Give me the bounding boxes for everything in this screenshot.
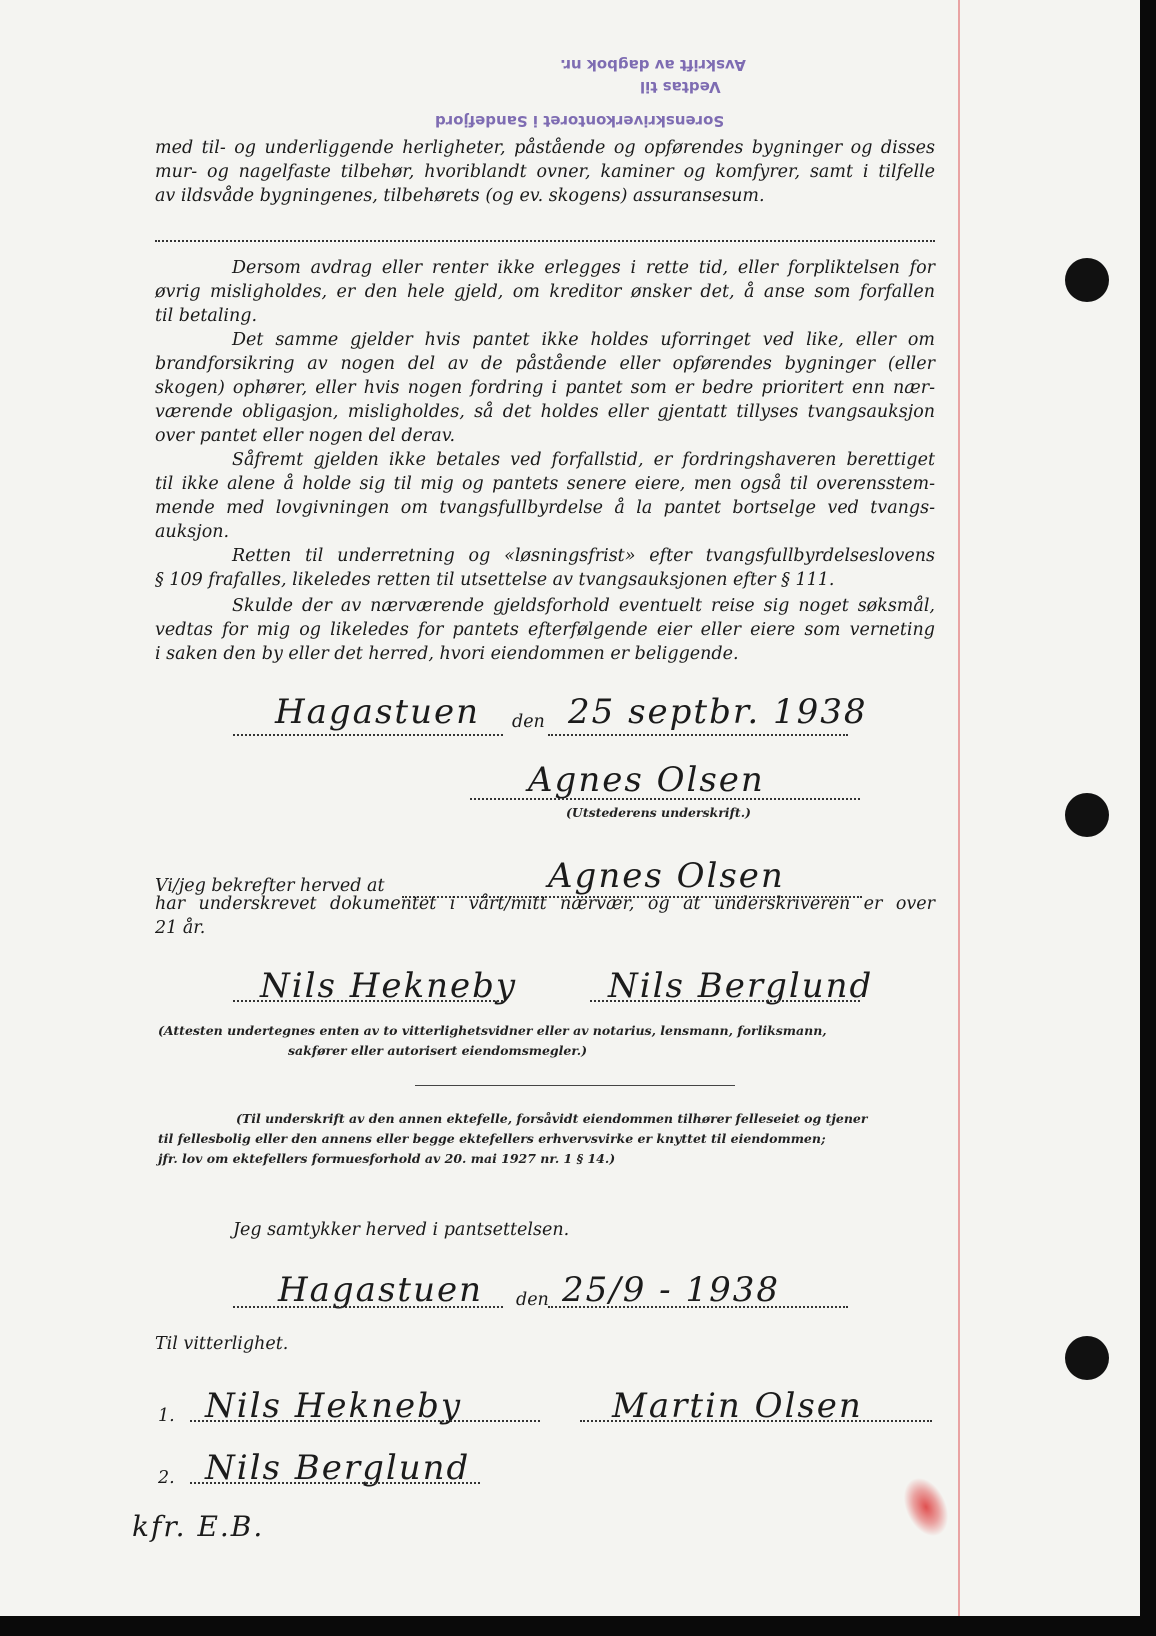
- signature-line: [470, 798, 860, 800]
- signature-caption: (Utstederens underskrift.): [566, 805, 751, 820]
- issuer-signature: Agnes Olsen: [528, 760, 765, 800]
- stamp-line: Vedtas til: [640, 78, 721, 96]
- witness-signature: Nils Berglund: [608, 966, 874, 1006]
- text-line: øvrig misligholdes, er den hele gjeld, om kreditor ønsker det, å anse som forfallen: [155, 282, 935, 302]
- text-line: Såfremt gjelden ikke betales ved forfallstid, er fordringshaveren berettiget: [232, 450, 935, 470]
- text-line: har underskrevet dokumentet i vårt/mitt nærvær, og at underskriveren er over: [155, 894, 935, 914]
- stamp-line: Sorenskriverkontoret i Sandefjord: [435, 112, 725, 130]
- text-line: over pantet eller nogen del derav.: [155, 426, 456, 446]
- witness-line: [233, 1000, 503, 1002]
- punch-hole: [1065, 258, 1109, 302]
- witness-signature: Nils Berglund: [205, 1448, 471, 1488]
- handwritten-date: 25 septbr. 1938: [568, 692, 868, 732]
- dotted-separator: [155, 240, 935, 242]
- witness-number: 2.: [158, 1468, 175, 1488]
- text-line: 21 år.: [155, 918, 206, 938]
- text-line: mur- og nagelfaste tilbehør, hvoriblandt ovner, kaminer og komfyrer, samt i tilfelle: [155, 162, 935, 182]
- signature: Martin Olsen: [612, 1386, 863, 1426]
- text-line: Retten til underretning og «løsningsfrist» efter tvangsfullbyrdelseslovens: [232, 546, 935, 566]
- text-line: av ildsvåde bygningenes, tilbehørets (og ev. skogens) assuransesum.: [155, 186, 765, 206]
- witness-line: [190, 1420, 540, 1422]
- attest-note: sakfører eller autorisert eiendomsmegler.): [288, 1043, 588, 1058]
- consent-text: Jeg samtykker herved i pantsettelsen.: [233, 1220, 570, 1240]
- signature-line: [580, 1420, 932, 1422]
- text-line: til ikke alene å holde sig til mig og pantets senere eiere, men også til overensstem-: [155, 474, 935, 494]
- text-line: vedtas for mig og likeledes for pantets efterfølgende eier eller eiere som verneting: [155, 620, 935, 640]
- text-line: Dersom avdrag eller renter ikke erlegges i rette tid, eller forpliktelsen for: [232, 258, 935, 278]
- text-line: Skulde der av nærværende gjeldsforhold eventuelt reise sig noget søksmål,: [232, 596, 935, 616]
- text-line: Det samme gjelder hvis pantet ikke holdes uforringet ved like, eller om: [232, 330, 935, 350]
- text-line: værende obligasjon, misligholdes, så det holdes eller gjentatt tillyses tvangsauksjon: [155, 402, 935, 422]
- witness-line: [590, 1000, 860, 1002]
- margin-line: [958, 0, 960, 1616]
- text-line: med til- og underliggende herligheter, påstående og opførendes bygninger og disses: [155, 138, 935, 158]
- place-line: [233, 1306, 503, 1308]
- witness-signature: Nils Hekneby: [205, 1386, 463, 1426]
- punch-hole: [1065, 1336, 1109, 1380]
- text-line: § 109 frafalles, likeledes retten til utsettelse av tvangsauksjonen efter § 111.: [155, 570, 835, 590]
- red-ink-mark: [895, 1470, 957, 1543]
- horizontal-rule: [415, 1085, 735, 1086]
- handwritten-place: Hagastuen: [275, 692, 480, 732]
- den-label: den: [516, 1290, 549, 1310]
- spouse-note: til fellesbolig eller den annens eller begge ektefellers erhvervsvirke er knyttet til eiendommen;: [158, 1131, 826, 1146]
- date-line: [548, 734, 848, 736]
- stamp-line: Avskrift av dagbok nr.: [560, 56, 746, 74]
- attest-prefix: Vi/jeg bekrefter herved at: [155, 876, 385, 896]
- den-label: den: [512, 712, 545, 732]
- handwritten-date: 25/9 - 1938: [562, 1270, 780, 1310]
- witness-line: [190, 1482, 480, 1484]
- text-line: skogen) ophører, eller hvis nogen fordring i pantet som er bedre prioritert enn nær-: [155, 378, 935, 398]
- witness-signature: Nils Hekneby: [260, 966, 518, 1006]
- text-line: til betaling.: [155, 306, 258, 326]
- spouse-note: jfr. lov om ektefellers formuesforhold av 20. mai 1927 nr. 1 § 14.): [158, 1151, 616, 1166]
- text-line: auksjon.: [155, 522, 230, 542]
- handwritten-footnote: kfr. E.B.: [132, 1510, 265, 1543]
- spouse-note: (Til underskrift av den annen ektefelle, forsåvidt eiendommen tilhører felleseiet og tjener: [236, 1111, 868, 1126]
- handwritten-name: Agnes Olsen: [548, 856, 785, 896]
- witness-label: Til vitterlighet.: [155, 1334, 289, 1354]
- text-line: i saken den by eller det herred, hvori eiendommen er beliggende.: [155, 644, 739, 664]
- handwritten-place: Hagastuen: [278, 1270, 483, 1310]
- attest-note: (Attesten undertegnes enten av to vitterlighetsvidner eller av notarius, lensmann, forliksmann,: [158, 1023, 827, 1038]
- text-line: mende med lovgivningen om tvangsfullbyrdelse å la pantet bortselge ved tvangs-: [155, 498, 935, 518]
- date-line: [548, 1306, 848, 1308]
- text-line: brandforsikring av nogen del av de påstående eller opførendes bygninger (eller: [155, 354, 935, 374]
- punch-hole: [1065, 793, 1109, 837]
- witness-number: 1.: [158, 1406, 175, 1426]
- place-line: [233, 734, 503, 736]
